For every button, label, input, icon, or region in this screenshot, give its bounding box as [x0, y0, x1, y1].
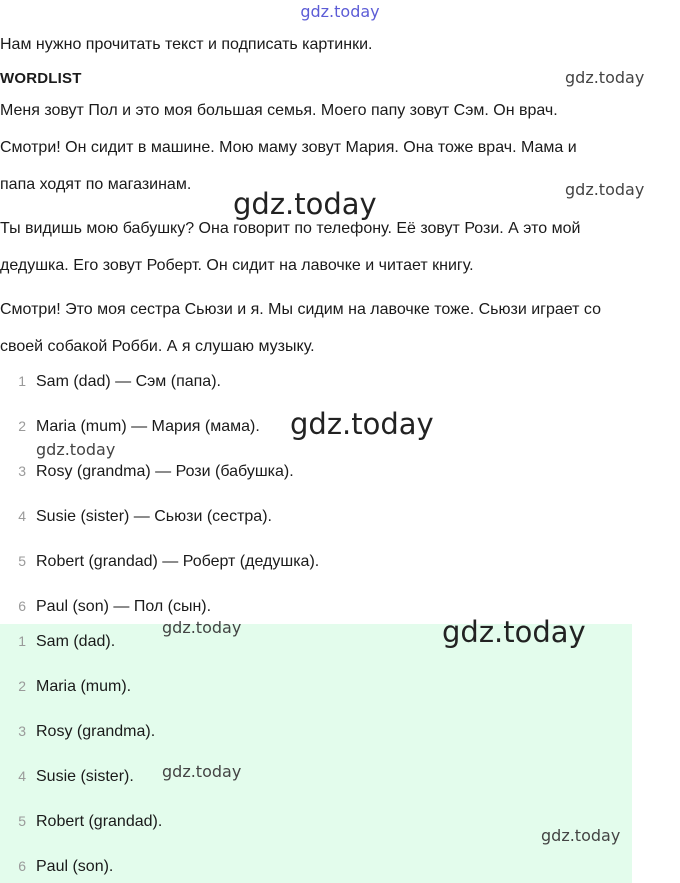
watermark: gdz.today: [162, 618, 242, 637]
list-number: 2: [18, 678, 26, 694]
watermark: gdz.today: [565, 68, 645, 87]
watermark: gdz.today: [565, 180, 645, 199]
paragraph-line: своей собакой Робби. А я слушаю музыку.: [0, 338, 315, 355]
list-item: [0, 550, 319, 572]
watermark: gdz.today: [36, 440, 116, 459]
list-text: Paul (son).: [36, 858, 114, 875]
list-number: 5: [18, 553, 26, 569]
list-item: [0, 720, 155, 742]
paragraph-line: Ты видишь мою бабушку? Она говорит по телефону. Её зовут Рози. А это мой: [0, 220, 581, 237]
list-number: 3: [18, 463, 26, 479]
list-item: [0, 505, 272, 527]
list-item: [0, 810, 162, 832]
list-number: 2: [18, 418, 26, 434]
list-number: 3: [18, 723, 26, 739]
paragraph-line: Меня зовут Пол и это моя большая семья. Моего папу зовут Сэм. Он врач.: [0, 102, 558, 119]
list-item: [0, 595, 211, 617]
list-item: [0, 630, 115, 652]
list-item: [0, 675, 131, 697]
watermark: gdz.today: [162, 762, 242, 781]
list-text: Sam (dad) — Сэм (папа).: [36, 373, 221, 390]
watermark: gdz.today: [290, 407, 434, 441]
list-text: Paul (son) — Пол (сын).: [36, 598, 212, 615]
wordlist-heading: WORDLIST: [0, 70, 82, 87]
paragraph-line: дедушка. Его зовут Роберт. Он сидит на лавочке и читает книгу.: [0, 257, 474, 274]
list-text: Susie (sister).: [36, 768, 134, 785]
paragraph-line: папа ходят по магазинам.: [0, 176, 192, 193]
list-item: [0, 765, 134, 787]
list-item: [0, 855, 113, 877]
watermark: gdz.today: [541, 826, 621, 845]
list-text: Maria (mum).: [36, 678, 132, 695]
list-number: 6: [18, 858, 26, 874]
list-item: [0, 415, 260, 437]
watermark: gdz.today: [442, 615, 586, 649]
list-number: 4: [18, 768, 26, 784]
list-number: 5: [18, 813, 26, 829]
list-item: [0, 460, 294, 482]
list-text: Robert (grandad) — Роберт (дедушка).: [36, 553, 320, 570]
watermark: gdz.today: [233, 187, 377, 221]
intro-text: Нам нужно прочитать текст и подписать картинки.: [0, 36, 373, 53]
paragraph-line: Смотри! Это моя сестра Сьюзи и я. Мы сидим на лавочке тоже. Сьюзи играет со: [0, 301, 601, 318]
list-text: Rosy (grandma).: [36, 723, 156, 740]
list-text: Susie (sister) — Сьюзи (сестра).: [36, 508, 272, 525]
list-text: Rosy (grandma) — Рози (бабушка).: [36, 463, 294, 480]
list-item: [0, 370, 221, 392]
list-text: Maria (mum) — Мария (мама).: [36, 418, 260, 435]
list-number: 6: [18, 598, 26, 614]
paragraph-line: Смотри! Он сидит в машине. Мою маму зовут Мария. Она тоже врач. Мама и: [0, 139, 577, 156]
list-number: 1: [18, 633, 26, 649]
answer-box: [0, 624, 632, 883]
list-number: 1: [18, 373, 26, 389]
watermark-top: gdz.today: [300, 2, 380, 21]
list-number: 4: [18, 508, 26, 524]
list-text: Robert (grandad).: [36, 813, 163, 830]
list-text: Sam (dad).: [36, 633, 116, 650]
